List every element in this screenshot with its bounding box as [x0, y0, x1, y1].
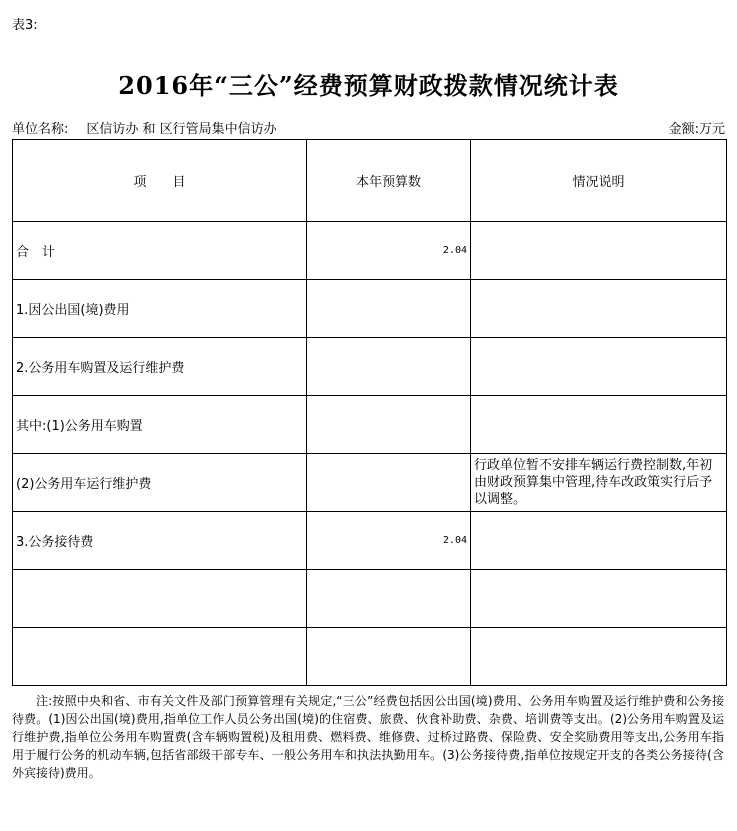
row-note: [471, 570, 727, 628]
row-item: 1.因公出国(境)费用: [13, 280, 307, 338]
table-row: [13, 396, 727, 454]
row-note: [471, 280, 727, 338]
table-row: [13, 454, 727, 512]
row-budget: [307, 338, 471, 396]
header-budget: 本年预算数: [307, 140, 471, 222]
page-title: 2016年“三公”经费预算财政拨款情况统计表: [118, 71, 619, 100]
table-header-row: [13, 140, 727, 222]
row-item: 3.公务接待费: [13, 512, 307, 570]
row-item: [13, 628, 307, 686]
unit-label: 单位名称:: [12, 122, 69, 137]
row-budget: [307, 454, 471, 512]
row-budget: [307, 396, 471, 454]
row-budget: 2.04: [307, 512, 471, 570]
footnote: 注:按照中央和省、市有关文件及部门预算管理有关规定,“三公”经费包括因公出国(境)费用、公务用车购置及运行维护费和公务接待费。(1)因公出国(境)费用,指单位工作人员公务出国(境)的住宿费、旅费、伙食补助费、杂费、培训费等支出。(2)公务用车购置及运行维护费,指单位公务用车购置费(含车辆购置税)及租用费、燃料费、维修费、过桥过路费、保险费、安全奖励费用等支出,公务用车指用于履行公务的机动车辆,包括省部级干部专车、一般公务用车和执法执勤用车。(3)公务接待费,指单位按规定开支的各类公务接待(含外宾接待)费用。: [12, 694, 724, 780]
row-item: [13, 570, 307, 628]
row-note: [471, 396, 727, 454]
row-note: 行政单位暂不安排车辆运行费控制数,年初由财政预算集中管理,待车改政策实行后予以调整。: [471, 454, 727, 512]
table-row: [13, 280, 727, 338]
row-item: 合 计: [13, 222, 307, 280]
table-row: [13, 512, 727, 570]
row-note: [471, 628, 727, 686]
document-label: 表3:: [12, 18, 38, 33]
row-note: [471, 512, 727, 570]
meta-row: [12, 118, 725, 137]
row-item: 其中:(1)公务用车购置: [13, 396, 307, 454]
header-item: 项 目: [13, 140, 307, 222]
row-budget: [307, 570, 471, 628]
row-budget: [307, 280, 471, 338]
table-row-empty: [13, 570, 727, 628]
header-note: 情况说明: [471, 140, 727, 222]
row-item: 2.公务用车购置及运行维护费: [13, 338, 307, 396]
table-row-total: [13, 222, 727, 280]
unit-value: 区信访办 和 区行管局集中信访办: [86, 122, 277, 137]
amount-unit: 金额:万元: [668, 122, 725, 137]
row-item: (2)公务用车运行维护费: [13, 454, 307, 512]
budget-table: [12, 139, 727, 686]
row-note: [471, 222, 727, 280]
table-row: [13, 338, 727, 396]
unit-info: [12, 118, 281, 137]
row-budget: [307, 628, 471, 686]
table-row-empty: [13, 628, 727, 686]
row-note: [471, 338, 727, 396]
row-budget: 2.04: [307, 222, 471, 280]
